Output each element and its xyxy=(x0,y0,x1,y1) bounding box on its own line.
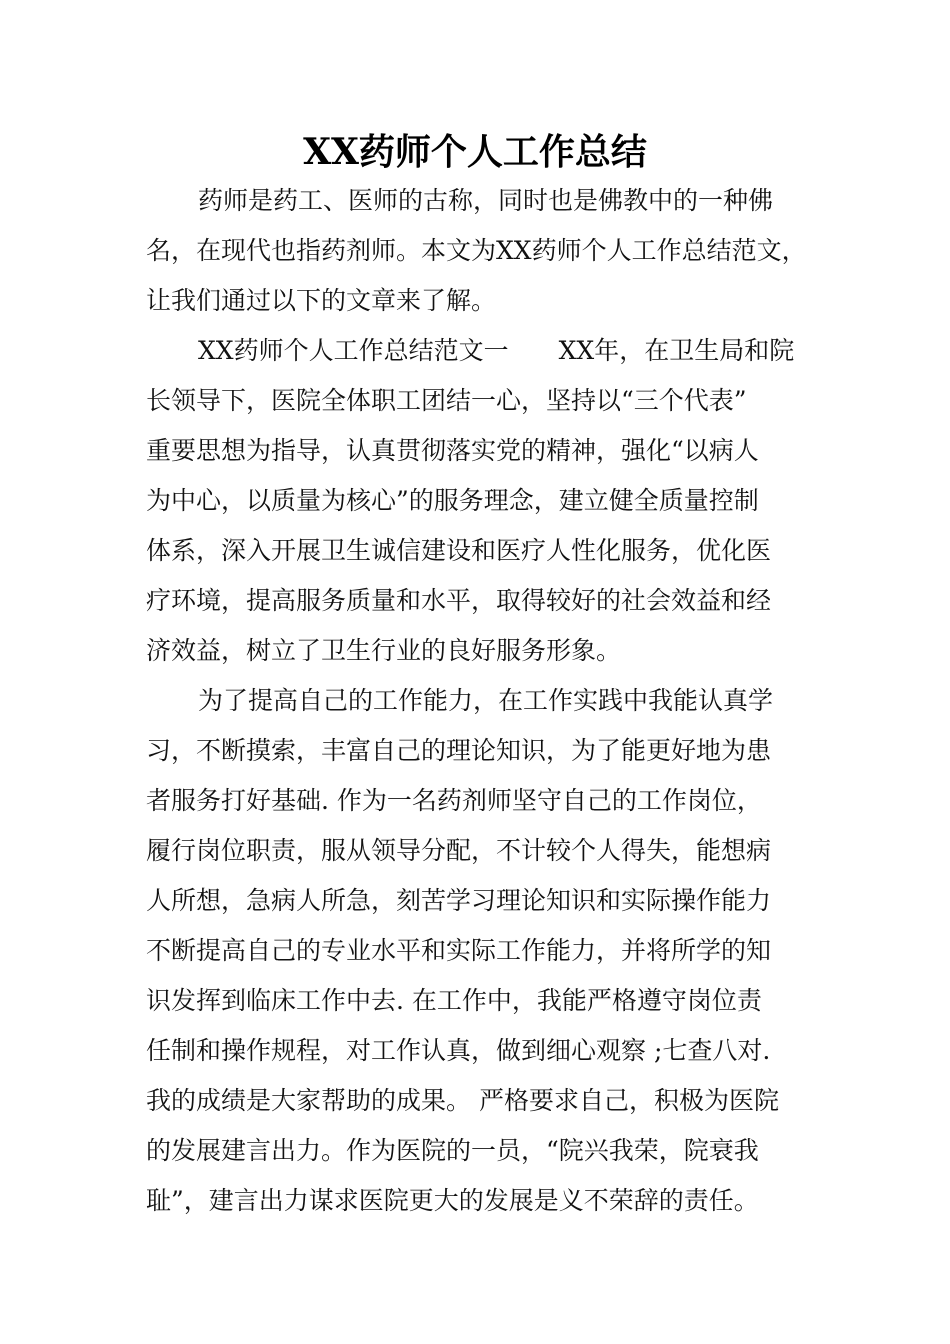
text-line: 让我们通过以下的文章来了解。 xyxy=(146,286,497,315)
text-line: 习，不断摸索，丰富自己的理论知识，为了能更好地为患 xyxy=(146,736,772,765)
text-line: 药师是药工、医师的古称，同时也是佛教中的一种佛 xyxy=(198,186,774,215)
text-line: 任制和操作规程，对工作认真，做到细心观察 ;七查八对. xyxy=(146,1036,771,1065)
text-line: 为了提高自己的工作能力，在工作实践中我能认真学 xyxy=(198,686,774,715)
text-line: 济效益，树立了卫生行业的良好服务形象。 xyxy=(146,636,622,665)
text-line: 长领导下，医院全体职工团结一心，坚持以“三个代表” xyxy=(146,386,747,415)
text-line: 不断提高自己的专业水平和实际工作能力，并将所学的知 xyxy=(146,936,772,965)
text-line: 者服务打好基础. 作为一名药剂师坚守自己的工作岗位， xyxy=(146,786,762,815)
text-line: 我的成绩是大家帮助的成果。 严格要求自己，积极为医院 xyxy=(146,1086,779,1115)
text-line: 为中心，以质量为核心”的服务理念，建立健全质量控制 xyxy=(146,486,759,515)
text-line: 重要思想为指导，认真贯彻落实党的精神，强化“以病人 xyxy=(146,436,759,465)
text-line: 识发挥到临床工作中去. 在工作中，我能严格遵守岗位责 xyxy=(146,986,762,1015)
document-title: XX药师个人工作总结 xyxy=(303,131,647,173)
text-line: 履行岗位职责，服从领导分配，不计较个人得失，能想病 xyxy=(146,836,772,865)
text-line: 人所想，急病人所急，刻苦学习理论知识和实际操作能力 xyxy=(146,886,772,915)
text-line: 体系，深入开展卫生诚信建设和医疗人性化服务，优化医 xyxy=(146,536,772,565)
text-line: XX药师个人工作总结范文一 XX年，在卫生局和院 xyxy=(198,336,795,365)
text-line: 耻”，建言出力谋求医院更大的发展是义不荣辞的责任。 xyxy=(146,1186,759,1215)
text-line: 的发展建言出力。作为医院的一员，“院兴我荣，院衰我 xyxy=(146,1136,759,1165)
text-line: 疗环境，提高服务质量和水平，取得较好的社会效益和经 xyxy=(146,586,772,615)
text-line: 名，在现代也指药剂师。本文为XX药师个人工作总结范文， xyxy=(146,236,807,265)
